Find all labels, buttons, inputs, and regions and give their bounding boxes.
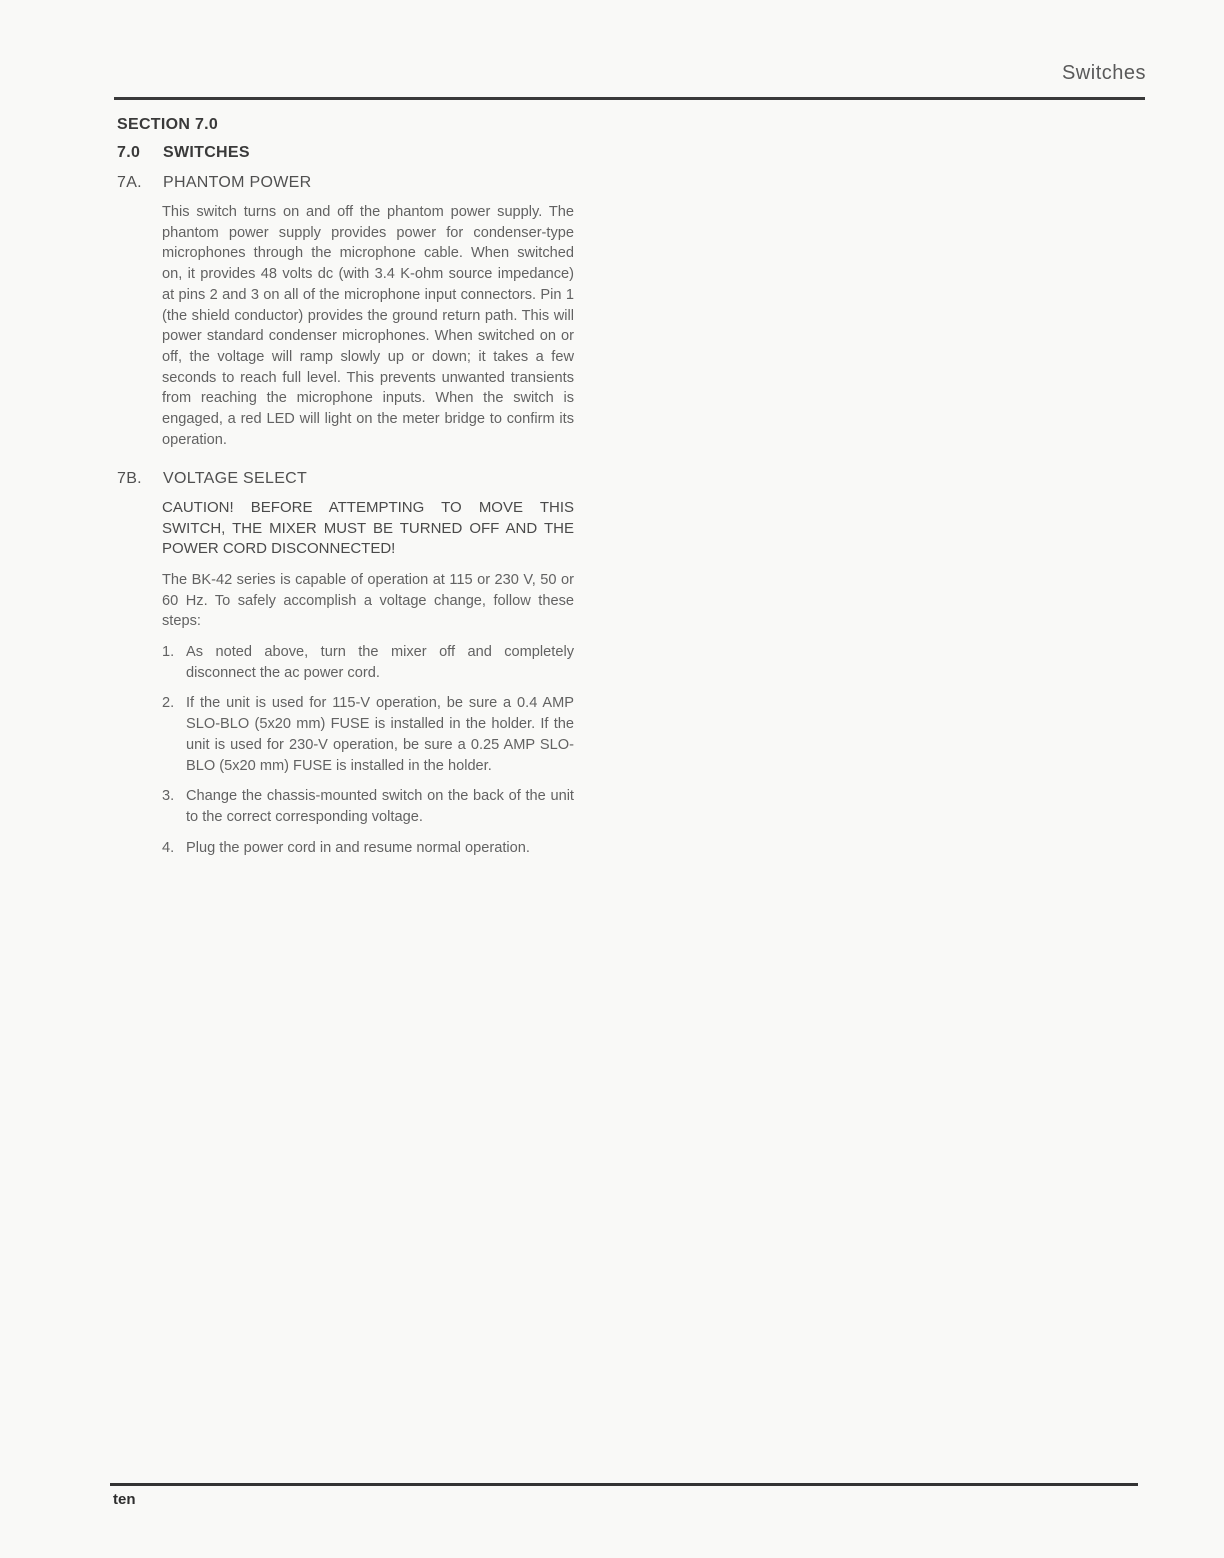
step-number: 3. xyxy=(162,788,175,805)
step-text: If the unit is used for 115-V operation, be sure a 0.4 AMP SLO-BLO (5x20 mm) FUSE is installed in the holder. If the unit is used for 230-V operation, be sure a 0.25 AMP SLO-BLO (5x20 mm) FUSE is installed in the holder. xyxy=(186,695,574,774)
step-text: Change the chassis-mounted switch on the back of the unit to the correct corresponding voltage. xyxy=(186,788,574,825)
main-content xyxy=(117,116,577,868)
step-text: Plug the power cord in and resume normal operation. xyxy=(186,839,530,856)
subsection-heading-phantom-power xyxy=(117,174,577,192)
step-number: 4. xyxy=(162,839,175,856)
list-item xyxy=(162,838,574,859)
caution-notice: CAUTION! BEFORE ATTEMPTING TO MOVE THIS SWITCH, THE MIXER MUST BE TURNED OFF AND THE POWER CORD DISCONNECTED! xyxy=(162,499,574,558)
list-item xyxy=(162,786,574,827)
step-text: As noted above, turn the mixer off and completely disconnect the ac power cord. xyxy=(186,644,574,681)
subsection-number: 7B. xyxy=(117,470,142,488)
list-item xyxy=(162,693,574,776)
step-number: 1. xyxy=(162,644,175,661)
bottom-rule xyxy=(110,1483,1138,1486)
step-number: 2. xyxy=(162,695,175,712)
running-head: Switches xyxy=(1061,62,1146,84)
subsection-heading-voltage-select xyxy=(117,470,577,488)
page-number: ten xyxy=(113,1491,136,1508)
subsection-title: VOLTAGE SELECT xyxy=(163,470,308,488)
top-rule xyxy=(114,97,1145,100)
voltage-change-steps xyxy=(162,642,574,858)
section-label: SECTION 7.0 xyxy=(117,116,219,133)
chapter-heading xyxy=(117,144,577,162)
phantom-power-paragraph: This switch turns on and off the phantom power supply. The phantom power supply provides power for condenser-type microphones through the microphone cable. When switched on, it provides 48 volts dc (with 3.4 K-ohm source impedance) at pins 2 and 3 on all of the microphone input connectors. Pin 1 (the shield conductor) provides the ground return path. This will power standard condenser microphones. When switched on or off, the voltage will ramp slowly up or down; it takes a few seconds to reach full level. This prevents unwanted transients from reaching the microphone inputs. When the switch is engaged, a red LED will light on the meter bridge to confirm its operation. xyxy=(162,204,574,448)
list-item xyxy=(162,642,574,683)
chapter-number: 7.0 xyxy=(117,144,141,161)
subsection-title: PHANTOM POWER xyxy=(163,174,312,191)
chapter-title: SWITCHES xyxy=(163,144,250,161)
voltage-intro-paragraph: The BK-42 series is capable of operation at 115 or 230 V, 50 or 60 Hz. To safely accomplish a voltage change, follow these steps: xyxy=(162,571,574,630)
subsection-number: 7A. xyxy=(117,174,142,191)
